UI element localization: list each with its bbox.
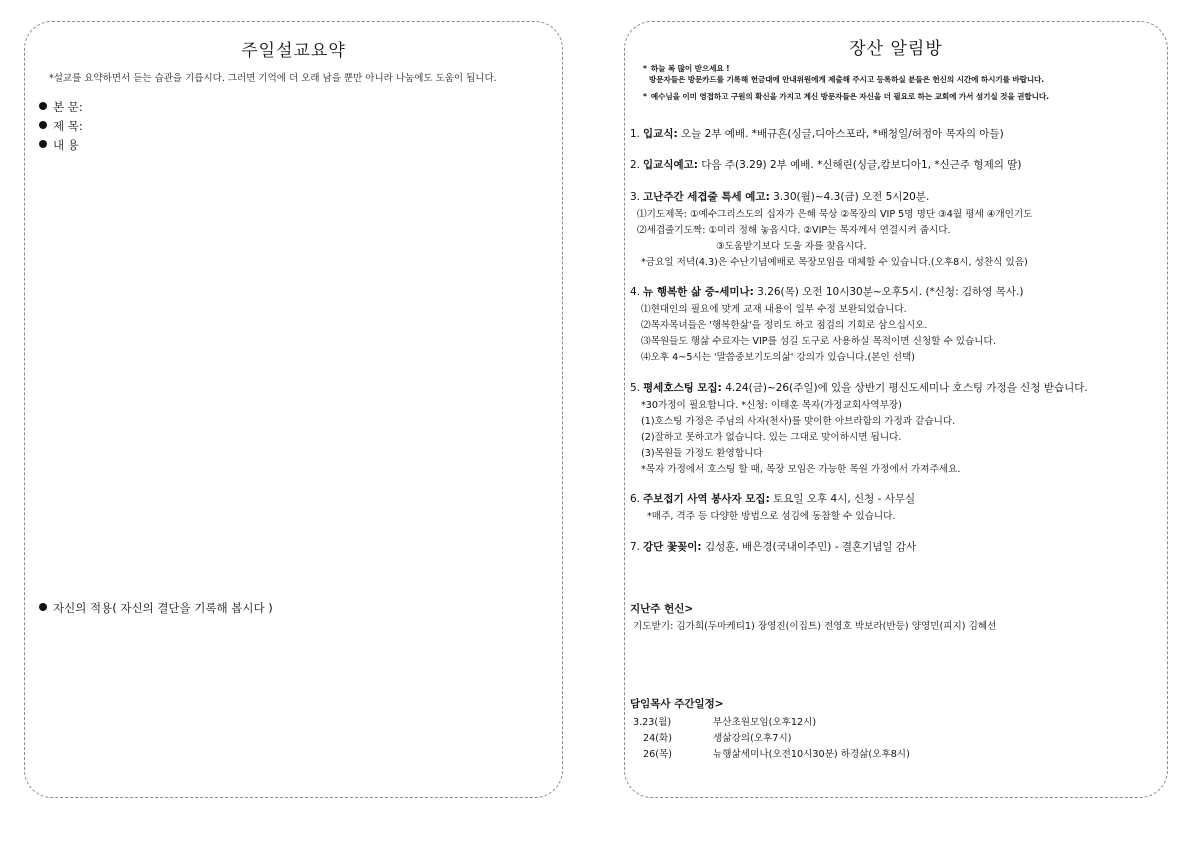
schedule-event: 생삶강의(오후7시) <box>713 733 792 744</box>
section-5-line: (2)잘하고 못하고가 없습니다. 있는 그대로 맞이하시면 됩니다. <box>641 432 902 443</box>
bullet-icon <box>39 102 47 110</box>
section-5-line: *30가정이 필요합니다. *신청: 이태훈 목자(가정교회사역부장) <box>641 400 902 411</box>
section-1: 1. 입교식: 오늘 2부 예배. *배규흔(싱글,디아스포라, *배청일/허정아 목자의 아들) <box>630 128 1004 140</box>
field-label: 제 목: <box>53 119 83 133</box>
field-label: 내 용 <box>53 138 79 152</box>
section-7: 7. 강단 꽃꽂이: 김성훈, 배은경(국내이주민) - 결혼기념일 감사 <box>630 541 917 553</box>
field-label: 본 문: <box>53 100 83 114</box>
notice-believers: * 예수님을 이미 영접하고 구원의 확신을 가지고 계신 방문자들은 자신을 더 필요로 하는 교회에 가서 섬기실 것을 권합니다. <box>643 92 1049 101</box>
section-4-line: ⑴현대인의 필요에 맞게 교재 내용이 일부 수정 보완되었습니다. <box>641 304 907 315</box>
notice-greeting: * 하늘 복 많이 받으세요 ! <box>643 64 730 73</box>
section-3-line: ⑵세겹줄기도짝: ①미리 정해 놓읍시다. ②VIP는 목자께서 연결시켜 줍시다. <box>637 225 951 236</box>
section-4: 4. 뉴 행복한 삶 중-세미나: 3.26(목) 오전 10시30분~오후5시. (*신청: 김하영 목사.) <box>630 286 1024 298</box>
section-6-line: *매주, 격주 등 다양한 방법으로 섬김에 동참할 수 있습니다. <box>647 511 896 522</box>
field-scripture <box>39 99 83 115</box>
section-4-line: ⑶목원들도 행삶 수료자는 VIP를 섬길 도구로 사용하실 목적이면 신청할 수 있습니다. <box>641 336 996 347</box>
section-5-line: (3)목원들 가정도 환영합니다 <box>641 448 763 459</box>
field-application <box>39 600 273 616</box>
sermon-summary-note: *설교를 요약하면서 듣는 습관을 기릅시다. 그러면 기억에 더 오래 남을 뿐만 아니라 나눔에도 도움이 됩니다. <box>49 73 497 84</box>
star-icon: * <box>643 92 647 101</box>
schedule-event: 뉴행삶세미나(오전10시30분) 하경삶(오후8시) <box>713 749 910 760</box>
field-title <box>39 118 83 134</box>
section-3-line: ⑴기도제목: ①예수그리스도의 십자가 은혜 묵상 ②목장의 VIP 5명 명단 ③4월 평세 ④개인기도 <box>637 209 1033 220</box>
section-4-line: ⑷오후 4~5시는 '말씀중보기도의삶' 강의가 있습니다.(본인 선택) <box>641 352 916 363</box>
schedule-heading: 담임목사 주간일정> <box>630 698 724 710</box>
section-4-line: ⑵목자목녀들은 '행복한삶'을 정리도 하고 점검의 기회로 삼으십시오. <box>641 320 928 331</box>
section-5-line: (1)호스팅 가정은 주님의 사자(천사)를 맞이한 아브라함의 가정과 같습니다. <box>641 416 956 427</box>
offering-heading: 지난주 헌신> <box>630 603 694 615</box>
schedule-date: 26(목) <box>643 749 672 760</box>
field-label: 자신의 적용( 자신의 결단을 기록해 봅시다 ) <box>53 601 273 615</box>
section-5: 5. 평세호스팅 모집: 4.24(금)~26(주일)에 있을 상반기 평신도세미나 호스팅 가정을 신청 받습니다. <box>630 382 1088 394</box>
bullet-icon <box>39 121 47 129</box>
schedule-date: 3.23(월) <box>633 717 672 728</box>
bullet-icon <box>39 140 47 148</box>
schedule-event: 부산초원모임(오후12시) <box>713 717 817 728</box>
section-6: 6. 주보접기 사역 봉사자 모집: 토요일 오후 4시, 신청 - 사무실 <box>630 493 916 505</box>
star-icon: * <box>643 64 647 73</box>
offering-list: 기도받기: 김가희(두마케티1) 장영진(이집트) 전영호 박보라(반등) 양영민(피지) 김혜선 <box>633 621 997 632</box>
sermon-summary-title: 주일설교요약 <box>241 41 346 61</box>
section-3-line: ③도움받기보다 도울 자를 찾읍시다. <box>716 241 867 252</box>
sermon-summary-panel <box>24 21 563 798</box>
section-3: 3. 고난주간 세겹줄 특세 예고: 3.30(월)~4.3(금) 오전 5시20분. <box>630 191 930 203</box>
section-3-line: *금요일 저녁(4.3)은 수난기념예배로 목장모임을 대체할 수 있습니다.(오후8시, 성찬식 있음) <box>641 257 1028 268</box>
announcements-title: 장산 알림방 <box>849 39 943 59</box>
field-content <box>39 137 79 153</box>
announcements-panel <box>624 21 1168 798</box>
notice-visitors: 방문자들은 방문카드를 기록해 헌금대에 안내위원에게 제출해 주시고 등록하실 분들은 헌신의 시간에 하시기를 바랍니다. <box>649 75 1045 84</box>
section-2: 2. 입교식예고: 다음 주(3.29) 2부 예배. *신해린(싱글,캄보디아1, *신근주 형제의 딸) <box>630 159 1022 171</box>
section-5-line: *목자 가정에서 호스팅 할 때, 목장 모임은 가능한 목원 가정에서 가져주세요. <box>641 464 961 475</box>
bullet-icon <box>39 603 47 611</box>
schedule-date: 24(화) <box>643 733 672 744</box>
